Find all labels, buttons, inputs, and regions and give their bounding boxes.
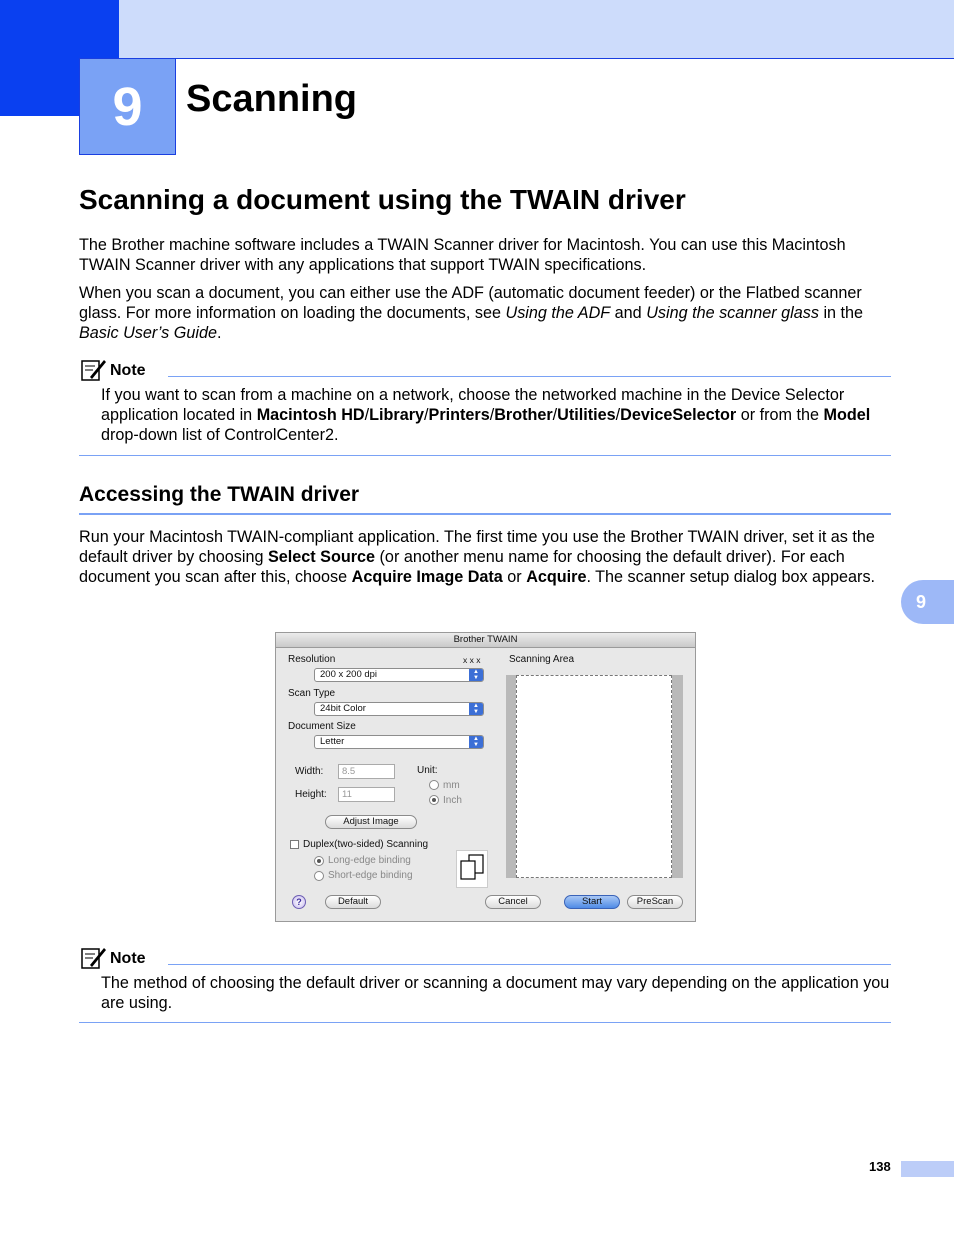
document-size-label: Document Size [288,721,356,732]
page-number: 138 [869,1159,891,1174]
unit-mm-label: mm [443,780,460,791]
intro-paragraph-2: When you scan a document, you can either use the ADF (automatic document feeder) or the Flatbed scanner glass. For more information on loading the documents, see Using the ADF and Using the scanner glass in the Basic User’s Guide. [79,284,864,342]
chapter-title: Scanning [186,78,358,120]
scan-type-label: Scan Type [288,688,336,699]
duplex-pages-icon [456,850,488,888]
updown-arrows-icon: ▲ ▼ [469,669,483,681]
note-end-rule [79,455,891,456]
note-text-method: The method of choosing the default driver or scanning a document may vary depending on the application you are using. [101,974,890,1012]
chapter-side-tab: 9 [901,580,954,624]
width-label: Width: [295,766,324,777]
height-label: Height: [295,789,327,800]
ref-using-scanner-glass: Using the scanner glass [646,304,819,322]
updown-arrows-icon: ▲ ▼ [469,736,483,748]
ref-using-adf: Using the ADF [505,304,611,322]
dialog-title: Brother TWAIN [276,633,695,648]
unit-inch-radio[interactable] [429,795,439,805]
scanning-area[interactable] [506,675,683,878]
document-size-select[interactable]: Letter ▲ ▼ [314,735,484,749]
ref-basic-users-guide: Basic User’s Guide [79,324,217,342]
short-edge-label: Short-edge binding [328,870,413,881]
long-edge-radio[interactable] [314,856,324,866]
note-pencil-icon [81,946,107,970]
subsection-title: Accessing the TWAIN driver [79,483,360,506]
cancel-button[interactable]: Cancel [485,895,541,909]
start-button[interactable]: Start [564,895,620,909]
default-button[interactable]: Default [325,895,381,909]
resolution-select[interactable]: 200 x 200 dpi ▲ ▼ [314,668,484,682]
long-edge-label: Long-edge binding [328,855,411,866]
twain-dialog [275,632,696,922]
page-number-bar [901,1161,954,1177]
updown-arrows-icon: ▲ ▼ [469,703,483,715]
unit-mm-radio[interactable] [429,780,439,790]
access-paragraph: Run your Macintosh TWAIN-compliant application. The first time you use the Brother TWAIN driver, set it as the default driver by choosing Select Source (or another menu name for choosing the default driver). For each document you scan after this, choose Acquire Image Data or Acquire. The scanner setup dialog box appears. [79,528,876,586]
prescan-button[interactable]: PreScan [627,895,683,909]
note-label: Note [110,950,146,967]
section-title: Scanning a document using the TWAIN driver [79,184,686,215]
xxx-label: x x x [463,655,481,665]
note-rule [168,964,891,965]
help-icon[interactable]: ? [292,895,306,909]
short-edge-radio[interactable] [314,871,324,881]
unit-inch-label: Inch [443,795,462,806]
unit-label: Unit: [417,765,438,776]
subsection-rule [79,513,891,515]
note-label: Note [110,362,146,379]
note-end-rule [79,1022,891,1023]
header-band [0,0,954,59]
scan-type-select[interactable]: 24bit Color ▲ ▼ [314,702,484,716]
chapter-number: 9 [79,58,176,155]
adjust-image-button[interactable]: Adjust Image [325,815,417,829]
width-field[interactable]: 8.5 [338,764,395,779]
note-rule [168,376,891,377]
duplex-checkbox[interactable] [290,840,299,849]
resolution-label: Resolution [288,654,336,665]
intro-paragraph-1: The Brother machine software includes a TWAIN Scanner driver for Macintosh. You can use this Macintosh TWAIN Scanner driver with any applications that support TWAIN specifications. [79,236,846,274]
scan-preview-page [516,675,672,878]
duplex-label: Duplex(two-sided) Scanning [303,839,429,850]
height-field[interactable]: 11 [338,787,395,802]
note-text-network: If you want to scan from a machine on a network, choose the networked machine in the Device Selector application located in Macintosh HD/Library/Printers/Brother/Utilities/DeviceSelector or from the Model drop-down list of ControlCenter2. [101,386,871,444]
scanning-area-label: Scanning Area [509,654,575,665]
note-pencil-icon [81,358,107,382]
